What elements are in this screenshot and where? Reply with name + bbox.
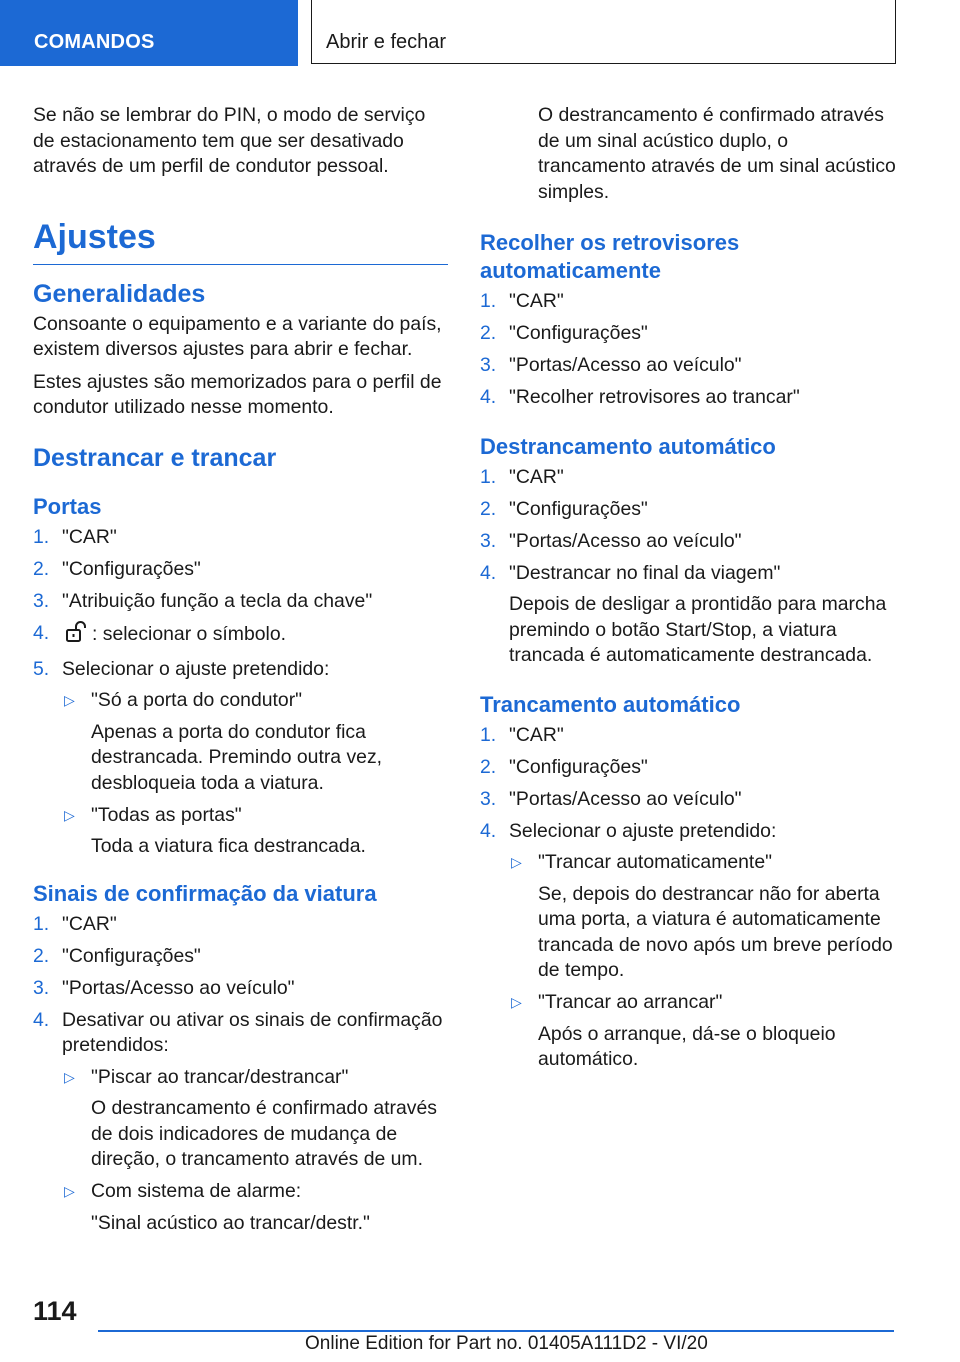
step-text: Selecionar o ajuste pretendido: <box>509 819 777 842</box>
step-text: : selecionar o símbolo. <box>92 622 287 645</box>
step-text: "CAR" <box>509 290 564 312</box>
option-item <box>509 850 900 984</box>
step-text: "Portas/Acesso ao veículo" <box>509 787 742 810</box>
step-number: 2. <box>33 944 50 967</box>
triangle-bullet-icon: ▷ <box>64 692 75 708</box>
list-item <box>33 525 448 551</box>
left-column <box>33 103 448 1243</box>
step-number: 2. <box>33 557 50 580</box>
paragraph: Estes ajustes são memorizados para o perfil de condutor utilizado nesse momento. <box>33 370 442 418</box>
step-number: 4. <box>480 386 497 408</box>
step-number: 5. <box>33 657 50 680</box>
right-column <box>480 103 900 1079</box>
step-number: 4. <box>480 819 497 842</box>
step-number: 1. <box>33 525 50 548</box>
heading-portas: Portas <box>33 493 102 519</box>
list-item <box>480 787 900 813</box>
heading-destrancamento-automatico: Destrancamento automático <box>480 433 776 459</box>
step-text: "CAR" <box>509 723 564 746</box>
step-text: "Configurações" <box>509 322 648 344</box>
step-text: "Recolher retrovisores ao trancar" <box>509 386 800 408</box>
option-description: Se, depois do destrancar não for aberta uma porta, a viatura é automaticamente trancada de novo após um breve período de tempo. <box>538 882 893 981</box>
page-number: 114 <box>33 1296 77 1326</box>
heading-destrancar-trancar: Destrancar e trancar <box>33 443 277 472</box>
step-text: Desativar ou ativar os sinais de confirmação pretendidos: <box>62 1008 443 1056</box>
list-item <box>33 976 448 1002</box>
option-description: Após o arranque, dá-se o bloqueio automático. <box>538 1022 836 1070</box>
step-description: Depois de desligar a prontidão para marcha premindo o botão Start/Stop, a viatura trancada é automaticamente destrancada. <box>509 593 887 666</box>
list-item <box>33 912 448 938</box>
heading-recolher-retrovisores: Recolher os retrovisores automaticamente <box>480 230 740 283</box>
list-item <box>480 529 900 555</box>
option-list <box>62 1065 448 1237</box>
option-title: "Trancar automaticamente" <box>538 851 772 873</box>
step-text: "Portas/Acesso ao veículo" <box>509 354 742 376</box>
step-number: 1. <box>480 290 497 312</box>
list-item <box>480 755 900 781</box>
triangle-bullet-icon: ▷ <box>511 854 522 870</box>
list-item <box>480 465 900 491</box>
continuation-paragraph: O destrancamento é confirmado através de um sinal acústico duplo, o trancamento através de um sinal acústico simples. <box>538 104 896 203</box>
list-item <box>33 944 448 970</box>
step-number: 4. <box>33 621 50 644</box>
section-tab: COMANDOS <box>0 0 298 66</box>
step-number: 2. <box>480 755 497 778</box>
list-item <box>480 353 900 379</box>
step-text: Selecionar o ajuste pretendido: <box>62 657 330 680</box>
heading-trancamento-automatico: Trancamento automático <box>480 691 741 717</box>
triangle-bullet-icon: ▷ <box>511 994 522 1010</box>
intro-paragraph: Se não se lembrar do PIN, o modo de serviço de estacionamento tem que ser desativado através de um perfil de condutor pessoal. <box>33 104 426 177</box>
step-text: "Configurações" <box>509 755 648 778</box>
option-item <box>62 688 448 796</box>
unlock-icon <box>64 621 88 651</box>
footer-edition: Online Edition for Part no. 01405A111D2 - VI/20 <box>305 1333 708 1354</box>
option-title: "Trancar ao arrancar" <box>538 991 723 1013</box>
step-text: "CAR" <box>62 525 117 548</box>
step-number: 3. <box>480 787 497 810</box>
option-item <box>62 1065 448 1173</box>
paragraph: Consoante o equipamento e a variante do país, existem diversos ajustes para abrir e fechar. <box>33 312 442 360</box>
option-item <box>509 990 900 1073</box>
option-title: "Piscar ao trancar/destrancar" <box>91 1065 349 1088</box>
option-description: "Sinal acústico ao trancar/destr." <box>91 1211 370 1234</box>
option-item <box>62 803 448 860</box>
step-text: "Configurações" <box>62 557 201 580</box>
step-number: 3. <box>480 354 497 376</box>
step-number: 3. <box>33 589 50 612</box>
heading-generalidades: Generalidades <box>33 279 206 308</box>
list-item <box>33 589 448 615</box>
option-list <box>509 850 900 1073</box>
steps-portas <box>33 525 448 860</box>
step-text: "CAR" <box>509 465 564 488</box>
step-number: 2. <box>480 497 497 520</box>
step-number: 1. <box>33 912 50 935</box>
option-item <box>62 1179 448 1236</box>
step-number: 2. <box>480 322 497 344</box>
step-text: "Configurações" <box>62 944 201 967</box>
option-title: "Só a porta do condutor" <box>91 689 303 711</box>
step-number: 3. <box>480 529 497 552</box>
triangle-bullet-icon: ▷ <box>64 1068 75 1085</box>
step-text: "CAR" <box>62 912 117 935</box>
list-item <box>33 657 448 860</box>
step-number: 3. <box>33 976 50 999</box>
steps-destrancamento <box>480 465 900 669</box>
steps-sinais <box>33 912 448 1237</box>
step-text: "Portas/Acesso ao veículo" <box>62 976 295 999</box>
step-number: 1. <box>480 723 497 746</box>
heading-sinais-confirmacao: Sinais de confirmação da viatura <box>33 880 377 906</box>
chapter-title: Abrir e fechar <box>311 0 896 64</box>
step-number: 4. <box>480 561 497 584</box>
option-description: Toda a viatura fica destrancada. <box>91 835 366 857</box>
list-item <box>480 385 900 411</box>
list-item <box>33 557 448 583</box>
option-description: O destrancamento é confirmado através de dois indicadores de mudança de direção, o trancamento através de um. <box>91 1097 437 1170</box>
step-text: "Destrancar no final da viagem" <box>509 561 781 584</box>
step-text: "Configurações" <box>509 497 648 520</box>
triangle-bullet-icon: ▷ <box>64 806 75 823</box>
list-item <box>480 289 900 315</box>
step-number: 1. <box>480 465 497 488</box>
steps-trancamento <box>480 723 900 1073</box>
option-title: Com sistema de alarme: <box>91 1180 302 1202</box>
option-description: Apenas a porta do condutor fica destrancada. Premindo outra vez, desbloqueia toda a viatura. <box>91 720 383 794</box>
list-item <box>33 621 448 651</box>
heading-ajustes: Ajustes <box>33 216 448 265</box>
list-item <box>480 321 900 347</box>
step-text: "Atribuição função a tecla da chave" <box>62 589 373 612</box>
option-title: "Todas as portas" <box>91 803 242 826</box>
triangle-bullet-icon: ▷ <box>64 1183 75 1199</box>
list-item <box>33 1008 448 1237</box>
steps-retrovisores <box>480 289 900 411</box>
option-list <box>62 688 448 860</box>
list-item <box>480 723 900 749</box>
step-text: "Portas/Acesso ao veículo" <box>509 529 742 552</box>
list-item <box>480 819 900 1073</box>
list-item <box>480 561 900 669</box>
list-item <box>480 497 900 523</box>
page-header <box>0 0 960 66</box>
step-number: 4. <box>33 1008 50 1031</box>
